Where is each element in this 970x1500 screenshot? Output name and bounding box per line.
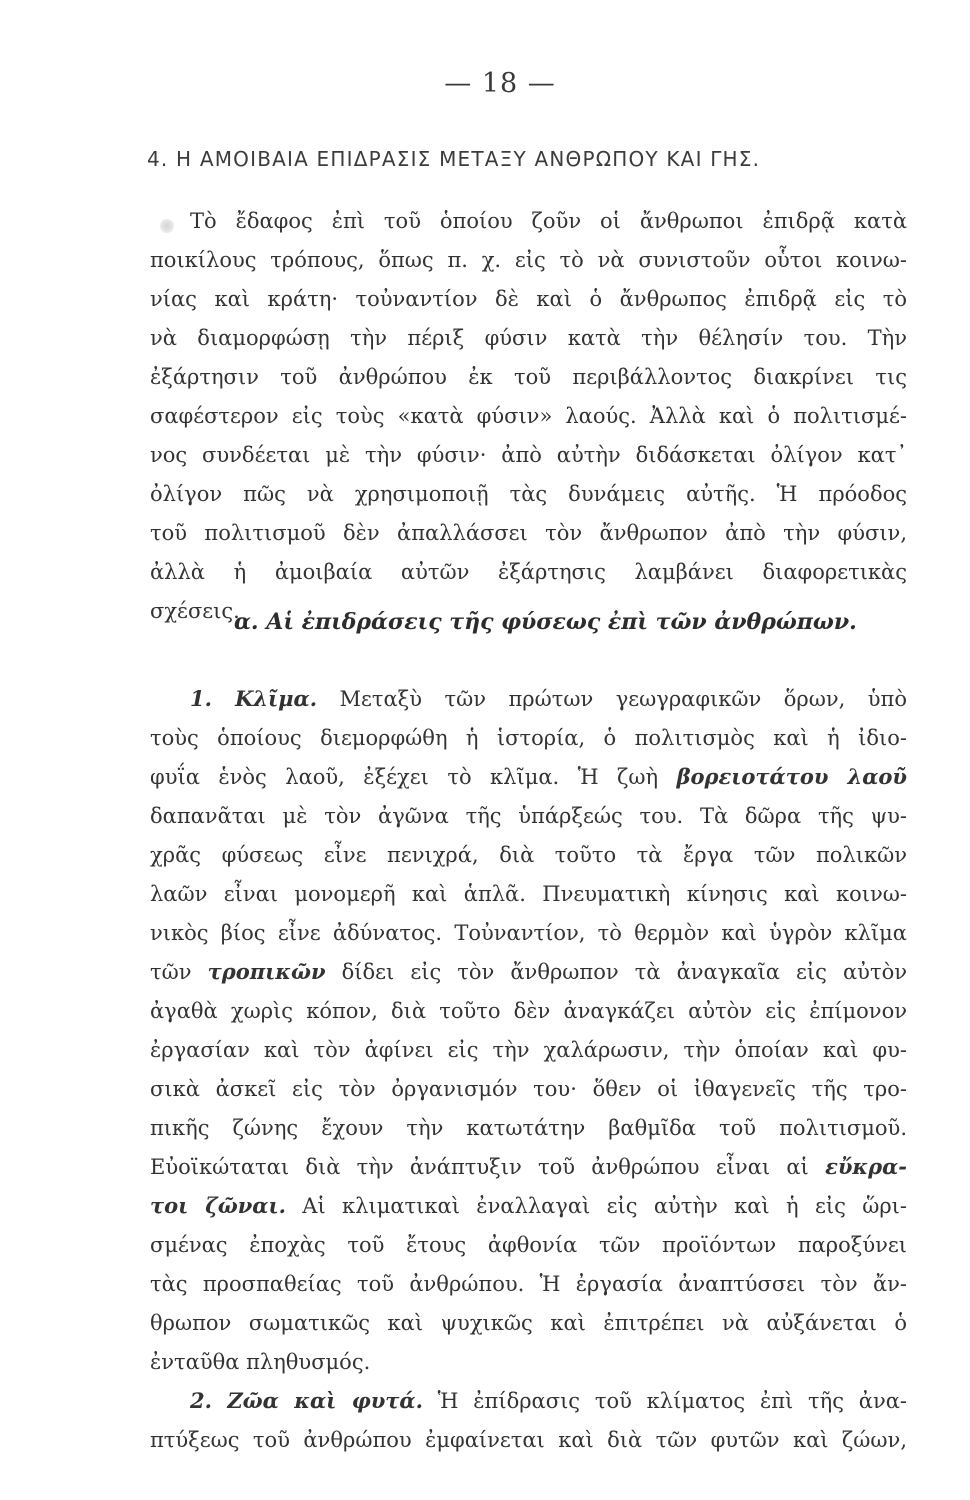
climate-line: σικὰ ἀσκεῖ εἰς τὸν ὀργανισμόν του· ὅθεν οἱ ἰθαγενεῖς τῆς τρο- (150, 1077, 907, 1101)
climate-line: πικῆς ζώνης ἔχουν τὴν κατωτάτην βαθμῖδα τοῦ πολιτισμοῦ. (150, 1116, 907, 1140)
intro-line: σχέσεις. (150, 599, 240, 623)
climate-line-rest: Μεταξὺ τῶν πρώτων γεωγραφικῶν ὅρων, ὑπὸ (339, 687, 908, 711)
climate-line: ἐνταῦθα πληθυσμός. (150, 1350, 371, 1374)
climate-label: 1. Κλῖμα. (190, 686, 318, 711)
subsection-title: α. Αἱ ἐπιδράσεις τῆς φύσεως ἐπὶ τῶν ἀνθρώπων. (234, 609, 857, 635)
climate-line: ἐργασίαν καὶ τὸν ἀφίνει εἰς τὴν χαλάρωσιν, τὴν ὁποίαν καὶ φυ- (150, 1038, 907, 1062)
animals-plants-line (190, 1382, 907, 1420)
intro-line: νος συνδέεται μὲ τὴν φύσιν· ἀπὸ αὐτὴν διδάσκεται ὀλίγον κατ᾽ (150, 443, 907, 467)
climate-line (150, 1148, 907, 1186)
climate-line: χρᾶς φύσεως εἶνε πενιχρά, διὰ τοῦτο τὰ ἔργα τῶν πολικῶν (150, 843, 907, 867)
climate-line (150, 953, 907, 991)
climate-line: τὰς προσπαθείας τοῦ ἀνθρώπου. Ἡ ἐργασία ἀναπτύσσει τὸν ἄν- (150, 1272, 907, 1296)
climate-line (150, 1187, 907, 1225)
emphasis-eukra: εὔκρα- (825, 1154, 907, 1179)
intro-line: τοῦ πολιτισμοῦ δὲν ἀπαλλάσσει τὸν ἄνθρωπον ἀπὸ τὴν φύσιν, (150, 521, 907, 545)
climate-line-toi-rest: Αἱ κλιματικαὶ ἐναλλαγαὶ εἰς αὐτὴν καὶ ἡ εἰς ὥρι- (302, 1194, 907, 1218)
emphasis-toi-zonai: τοι ζῶναι. (150, 1193, 286, 1218)
intro-line: νίας καὶ κράτη· τοὐναντίον δὲ καὶ ὁ ἄνθρωπος ἐπιδρᾷ εἰς τὸ (150, 287, 907, 311)
climate-line-eu-start: Εὐοϊκώταται διὰ τὴν ἀνάπτυξιν τοῦ ἀνθρώπου εἶναι αἱ (150, 1155, 809, 1179)
climate-line: σμένας ἐποχὰς τοῦ ἔτους ἀφθονία τῶν προϊόντων παροξύνει (150, 1233, 907, 1257)
section-heading: 4. Η ΑΜΟΙΒΑΙΑ ΕΠΙΔΡΑΣΙΣ ΜΕΤΑΞΥ ΑΝΘΡΩΠΟΥ ΚΑΙ ΓΗΣ. (147, 147, 761, 171)
paper-speck (160, 219, 174, 233)
animals-plants-line: πτύξεως τοῦ ἀνθρώπου ἐμφαίνεται καὶ διὰ τῶν φυτῶν καὶ ζώων, (150, 1428, 907, 1452)
intro-line: σαφέστερον εἰς τοὺς «κατὰ φύσιν» λαούς. Ἀλλὰ καὶ ὁ πολιτισμέ- (150, 404, 907, 428)
intro-line: ποικίλους τρόπους, ὅπως π. χ. εἰς τὸ νὰ συνιστοῦν οὗτοι κοινω- (150, 248, 907, 272)
climate-line (190, 680, 907, 718)
climate-line: νικὸς βίος εἶνε ἀδύνατος. Τοὐναντίον, τὸ θερμὸν καὶ ὑγρὸν κλῖμα (150, 921, 907, 945)
emphasis-tropikon: τροπικῶν (207, 959, 326, 984)
climate-line (150, 758, 907, 796)
intro-line: ἀλλὰ ἡ ἀμοιβαία αὐτῶν ἐξάρτησις λαμβάνει διαφορετικὰς (150, 560, 907, 584)
climate-line: ἀγαθὰ χωρὶς κόπον, διὰ τοῦτο δὲν ἀναγκάζει αὐτὸν εἰς ἐπίμονον (150, 999, 907, 1023)
climate-line-ton: τῶν (150, 960, 192, 984)
animals-plants-line-rest: Ἡ ἐπίδρασις τοῦ κλίματος ἐπὶ τῆς ἀνα- (437, 1389, 907, 1413)
climate-line: δαπανᾶται μὲ τὸν ἀγῶνα τῆς ὑπάρξεώς του. Τὰ δῶρα τῆς ψυ- (150, 804, 907, 828)
page-number: — 18 — (444, 68, 556, 99)
intro-line: Τὸ ἔδαφος ἐπὶ τοῦ ὁποίου ζοῦν οἱ ἄνθρωποι ἐπιδρᾷ κατὰ (190, 209, 907, 233)
climate-line: λαῶν εἶναι μονομερῆ καὶ ἁπλᾶ. Πνευματικὴ κίνησις καὶ κοινω- (150, 882, 907, 906)
intro-line: νὰ διαμορφώσῃ τὴν πέριξ φύσιν κατὰ τὴν θέλησίν του. Τὴν (150, 326, 907, 350)
emphasis-boreiotatou: βορειοτάτου λαοῦ (676, 764, 907, 789)
climate-line-ton-rest: δίδει εἰς τὸν ἄνθρωπον τὰ ἀναγκαῖα εἰς αὐτὸν (341, 960, 907, 984)
climate-line: θρωπον σωματικῶς καὶ ψυχικῶς καὶ ἐπιτρέπει νὰ αὐξάνεται ὁ (150, 1311, 907, 1335)
animals-plants-label: 2. Ζῶα καὶ φυτά. (190, 1388, 423, 1413)
climate-line: τοὺς ὁποίους διεμορφώθη ἡ ἱστορία, ὁ πολιτισμὸς καὶ ἡ ἰδιο- (150, 726, 907, 750)
climate-line-text: φυΐα ἑνὸς λαοῦ, ἐξέχει τὸ κλῖμα. Ἡ ζωὴ (150, 765, 659, 789)
intro-line: ὀλίγον πῶς νὰ χρησιμοποιῇ τὰς δυνάμεις αὐτῆς. Ἡ πρόοδος (150, 482, 907, 506)
intro-line: ἐξάρτησιν τοῦ ἀνθρώπου ἐκ τοῦ περιβάλλοντος διακρίνει τις (150, 365, 907, 389)
